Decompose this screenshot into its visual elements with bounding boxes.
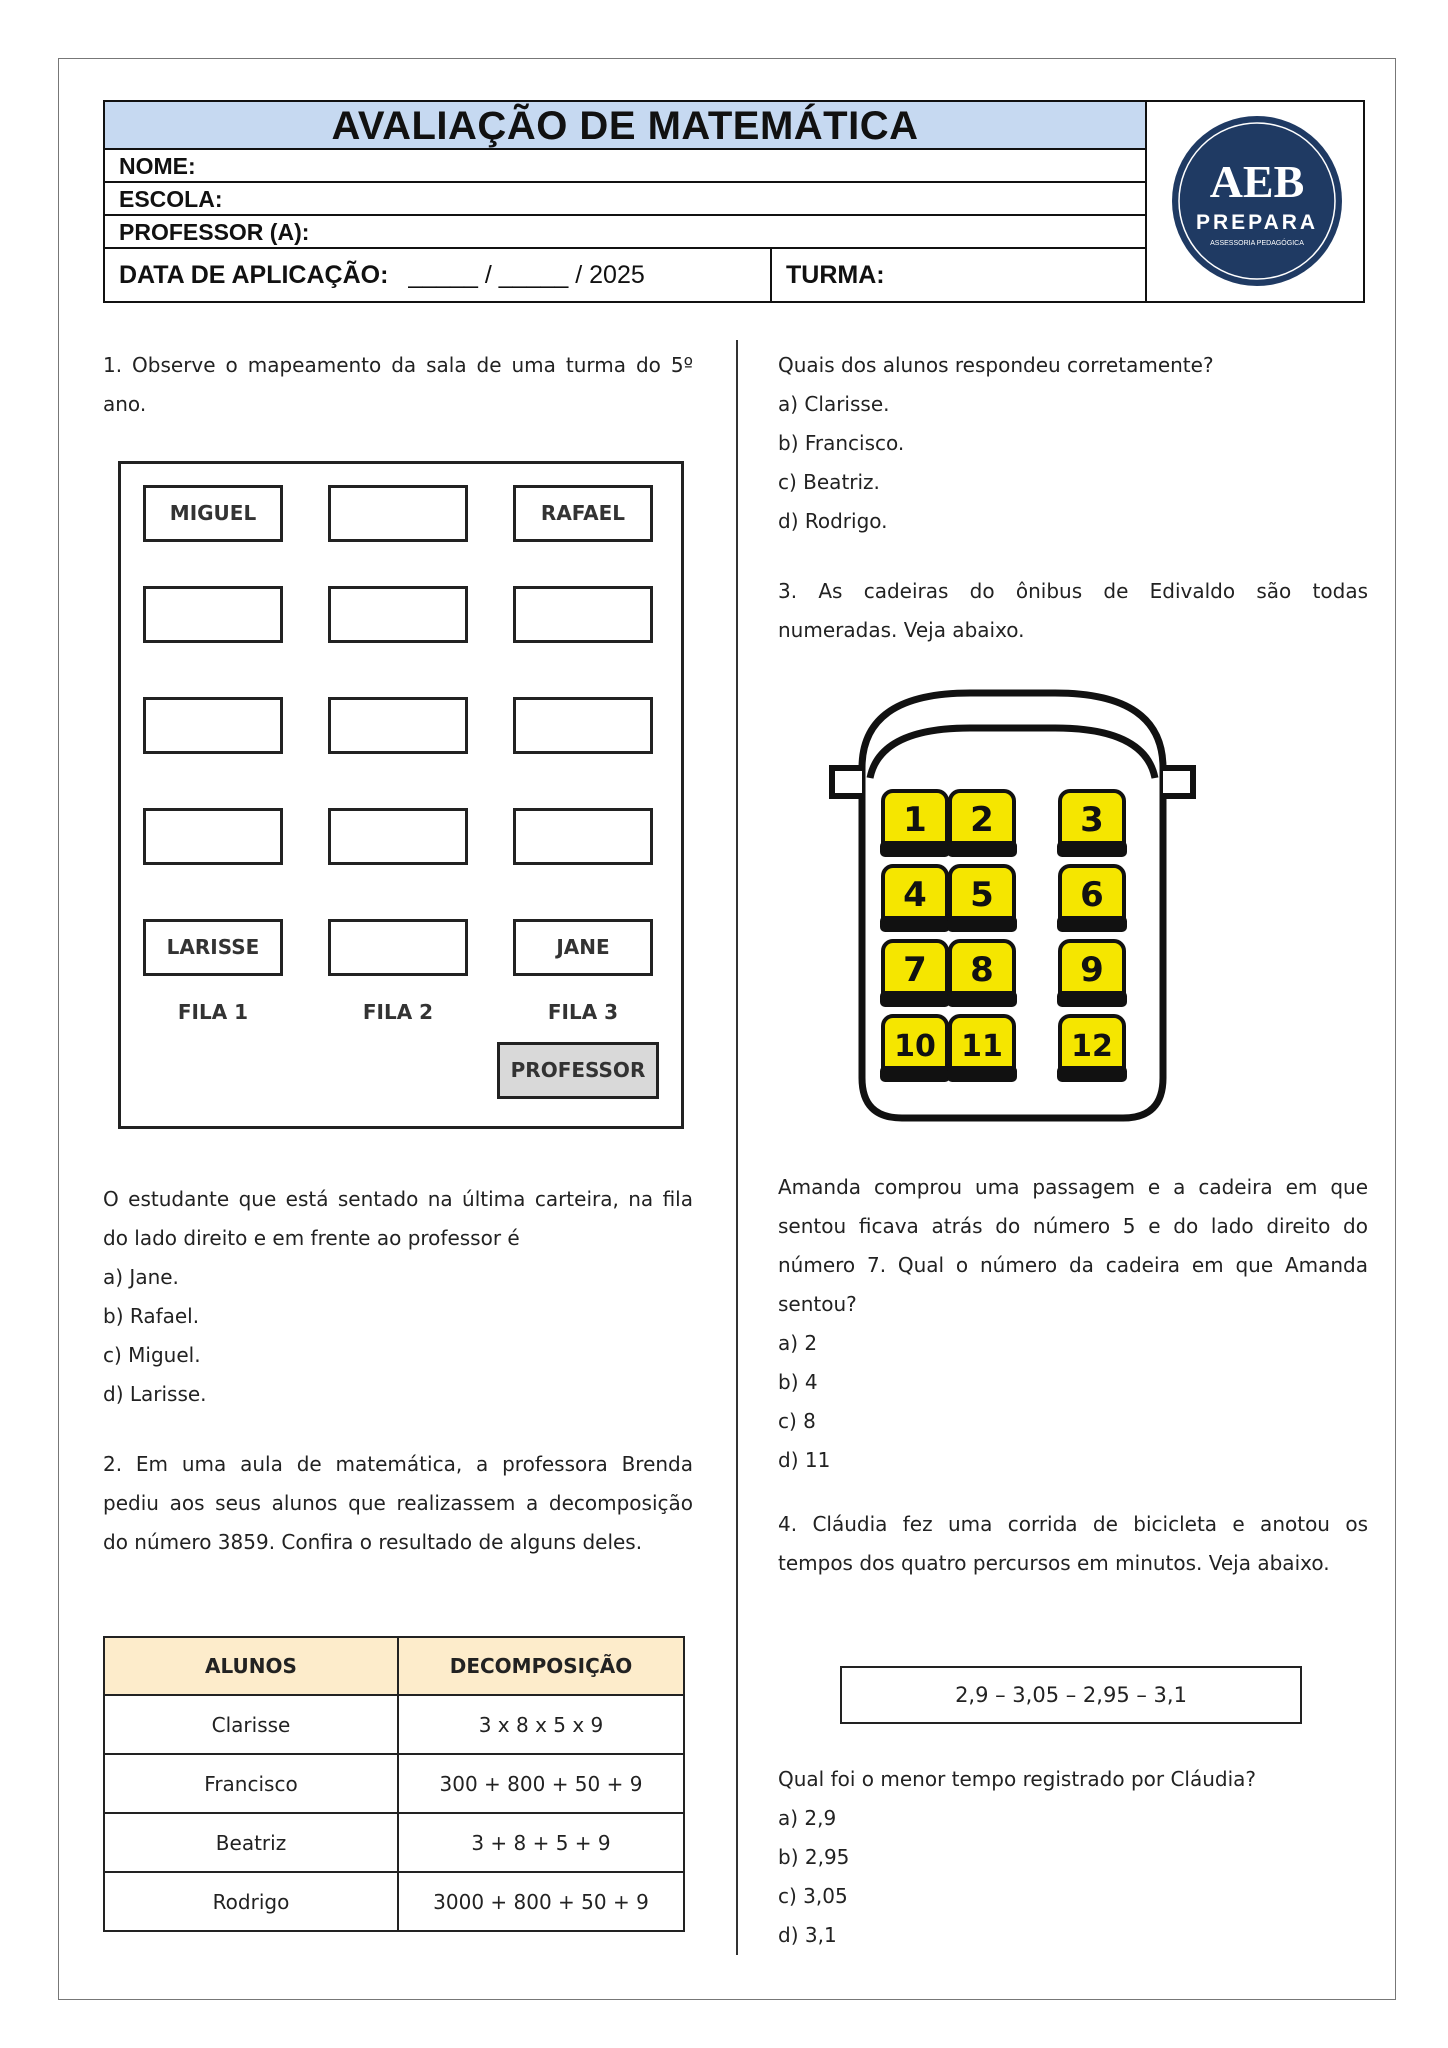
- professor-label: PROFESSOR (A):: [119, 219, 310, 245]
- table-cell: 300 + 800 + 50 + 9: [398, 1754, 684, 1813]
- desk-empty: [328, 919, 468, 976]
- escola-label: ESCOLA:: [119, 186, 223, 212]
- table-cell: Rodrigo: [104, 1872, 398, 1931]
- table-header-row: [104, 1637, 684, 1695]
- desk-empty: [513, 697, 653, 754]
- desk-empty: [513, 586, 653, 643]
- fila-1-label: FILA 1: [177, 1000, 249, 1024]
- classroom-map: [118, 461, 684, 1129]
- q2-option-c[interactable]: c) Beatriz.: [778, 470, 880, 494]
- q3-question: [778, 1168, 1368, 1480]
- left-mirror-icon: [832, 768, 862, 796]
- table-row: [104, 1695, 684, 1754]
- q1-question-text: O estudante que está sentado na última carteira, na fila do lado direito e em frente ao professor é: [103, 1187, 693, 1250]
- table-cell: 3 x 8 x 5 x 9: [398, 1695, 684, 1754]
- bus-seat: [947, 866, 1017, 932]
- seat-number: 6: [1080, 875, 1104, 915]
- q4-option-c[interactable]: c) 3,05: [778, 1884, 848, 1908]
- desk-rafael: RAFAEL: [513, 485, 653, 542]
- q1-option-b[interactable]: b) Rafael.: [103, 1304, 200, 1328]
- turma-label: TURMA:: [786, 261, 885, 289]
- q4-prompt: 4. Cláudia fez uma corrida de bicicleta e anotou os tempos dos quatro percursos em minutos. Veja abaixo.: [778, 1512, 1368, 1575]
- fila-3-label: FILA 3: [547, 1000, 619, 1024]
- date-field[interactable]: _____ / _____ / 2025: [408, 261, 645, 289]
- table-row: [104, 1872, 684, 1931]
- desk-larisse: LARISSE: [143, 919, 283, 976]
- logo-word: PREPARA: [1195, 211, 1319, 234]
- column-divider: [736, 340, 738, 1955]
- table-cell: Clarisse: [104, 1695, 398, 1754]
- bus-seat: [880, 791, 950, 857]
- q2-answer-block: [778, 346, 1368, 541]
- q3-prompt: 3. As cadeiras do ônibus de Edivaldo são todas numeradas. Veja abaixo.: [778, 579, 1368, 642]
- bus-seat: [1057, 941, 1127, 1007]
- date-label: DATA DE APLICAÇÃO:: [119, 261, 389, 289]
- seat-number: 8: [970, 950, 994, 990]
- decomposition-table: [103, 1636, 685, 1932]
- logo-tagline: ASSESSORIA PEDAGÓGICA: [1210, 240, 1304, 247]
- bus-seat: [880, 866, 950, 932]
- bus-seat: [880, 1016, 950, 1082]
- nome-field[interactable]: [105, 150, 1147, 183]
- seat-number: 7: [903, 950, 927, 990]
- desk-empty: [328, 697, 468, 754]
- q1-prompt: 1. Observe o mapeamento da sala de uma turma do 5º ano.: [103, 353, 693, 416]
- q1-question: [103, 1180, 693, 1414]
- bus-seat: [947, 1016, 1017, 1082]
- seat-number: 5: [970, 875, 994, 915]
- logo-letters: AEB: [1209, 156, 1305, 207]
- seat-number: 12: [1071, 1029, 1113, 1064]
- desk-miguel: MIGUEL: [143, 485, 283, 542]
- q4-option-b[interactable]: b) 2,95: [778, 1845, 850, 1869]
- q4-question: [778, 1760, 1368, 1955]
- desk-empty: [328, 485, 468, 542]
- q4-option-d[interactable]: d) 3,1: [778, 1923, 837, 1947]
- bus-seat: [947, 791, 1017, 857]
- right-mirror-icon: [1163, 768, 1193, 796]
- q3-option-a[interactable]: a) 2: [778, 1331, 818, 1355]
- turma-field[interactable]: [770, 249, 885, 301]
- q1-option-a[interactable]: a) Jane.: [103, 1265, 179, 1289]
- bus-seat: [1057, 1016, 1127, 1082]
- table-row: [104, 1813, 684, 1872]
- seat-number: 11: [961, 1029, 1003, 1064]
- prepara-logo: [1147, 102, 1363, 301]
- q3-question-text: Amanda comprou uma passagem e a cadeira em que sentou ficava atrás do número 5 e do lado direito do número 7. Qual o número da cadeira em que Amanda sentou?: [778, 1175, 1368, 1316]
- nome-label: NOME:: [119, 153, 196, 179]
- desk-empty: [328, 808, 468, 865]
- bus-seat-map: [820, 688, 1205, 1128]
- bus-seat: [1057, 866, 1127, 932]
- table-header-alunos: ALUNOS: [104, 1637, 398, 1695]
- seat-number: 3: [1080, 800, 1104, 840]
- q3-option-c[interactable]: c) 8: [778, 1409, 816, 1433]
- q3-option-b[interactable]: b) 4: [778, 1370, 818, 1394]
- q4-question-text: Qual foi o menor tempo registrado por Cláudia?: [778, 1767, 1257, 1791]
- professor-desk: PROFESSOR: [497, 1042, 659, 1099]
- seat-number: 2: [970, 800, 994, 840]
- table-row: [104, 1754, 684, 1813]
- q2-option-d[interactable]: d) Rodrigo.: [778, 509, 888, 533]
- exam-header: [103, 100, 1365, 303]
- seat-number: 4: [903, 875, 927, 915]
- exam-title: AVALIAÇÃO DE MATEMÁTICA: [105, 102, 1147, 150]
- q2-option-b[interactable]: b) Francisco.: [778, 431, 905, 455]
- date-row: [105, 249, 1147, 301]
- table-cell: Beatriz: [104, 1813, 398, 1872]
- q2-option-a[interactable]: a) Clarisse.: [778, 392, 890, 416]
- q4-option-a[interactable]: a) 2,9: [778, 1806, 837, 1830]
- desk-empty: [143, 586, 283, 643]
- escola-field[interactable]: [105, 183, 1147, 216]
- q1-option-d[interactable]: d) Larisse.: [103, 1382, 207, 1406]
- desk-empty: [143, 808, 283, 865]
- table-cell: 3 + 8 + 5 + 9: [398, 1813, 684, 1872]
- q2-prompt: 2. Em uma aula de matemática, a professora Brenda pediu aos seus alunos que realizassem a decomposição do número 3859. Confira o resultado de alguns deles.: [103, 1452, 693, 1554]
- fila-2-label: FILA 2: [362, 1000, 434, 1024]
- bus-seat: [947, 941, 1017, 1007]
- table-cell: Francisco: [104, 1754, 398, 1813]
- q1-option-c[interactable]: c) Miguel.: [103, 1343, 201, 1367]
- q3-option-d[interactable]: d) 11: [778, 1448, 831, 1472]
- seat-number: 10: [894, 1029, 936, 1064]
- desk-empty: [143, 697, 283, 754]
- desk-empty: [513, 808, 653, 865]
- seat-number: 9: [1080, 950, 1104, 990]
- q2-question: Quais dos alunos respondeu corretamente?: [778, 353, 1214, 377]
- seat-number: 1: [903, 800, 927, 840]
- desk-empty: [328, 586, 468, 643]
- times-box: 2,9 – 3,05 – 2,95 – 3,1: [840, 1666, 1302, 1724]
- bus-seat: [880, 941, 950, 1007]
- desk-jane: JANE: [513, 919, 653, 976]
- table-cell: 3000 + 800 + 50 + 9: [398, 1872, 684, 1931]
- professor-field[interactable]: [105, 216, 1147, 249]
- table-header-decomposicao: DECOMPOSIÇÃO: [398, 1637, 684, 1695]
- bus-seat: [1057, 791, 1127, 857]
